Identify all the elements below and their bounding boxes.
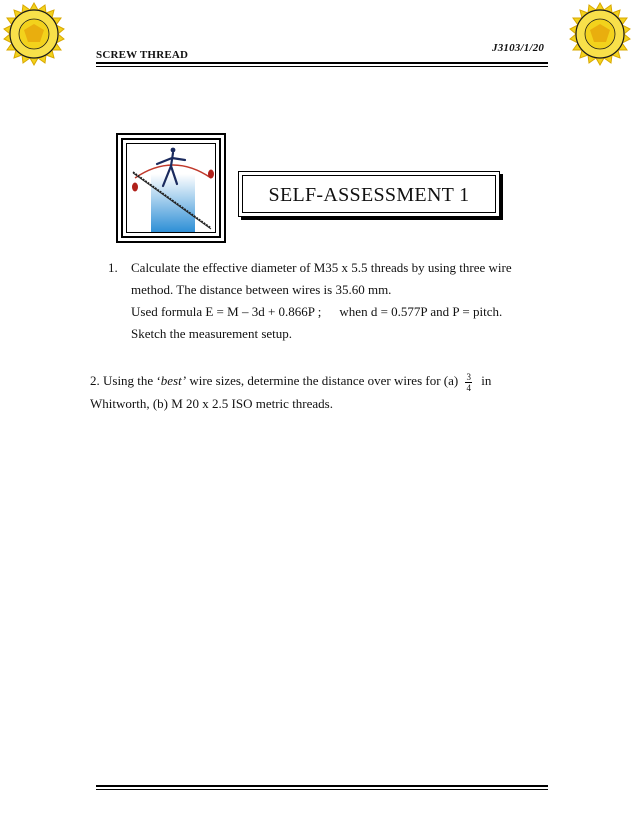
logo-frame-inner	[121, 138, 221, 238]
fraction-numerator: 3	[466, 371, 471, 382]
self-assessment-title: SELF-ASSESSMENT 1	[242, 175, 496, 213]
abbyy-seal-right[interactable]	[568, 2, 632, 66]
fraction-three-quarters	[465, 372, 472, 393]
question-2	[90, 370, 570, 415]
question-2-emphasis: best’	[160, 373, 187, 388]
question-2-middle: wire sizes, determine the distance over wires for (a)	[186, 373, 462, 388]
abbyy-starburst-seal-icon	[568, 2, 632, 66]
question-2-line-2: Whitworth, (b) M 20 x 2.5 ISO metric threads.	[90, 395, 333, 411]
question-2-prefix: 2. Using the ‘	[90, 373, 161, 388]
abbyy-seal-left[interactable]	[2, 2, 66, 66]
question-1	[108, 257, 588, 345]
question-1-line-4: Sketch the measurement setup.	[131, 326, 293, 341]
footer-rule-thin	[96, 789, 548, 790]
question-1-condition: when d = 0.577P and P = pitch.	[339, 304, 503, 319]
footer-rule	[96, 785, 548, 787]
question-1-formula: Used formula E = M – 3d + 0.866P ;	[131, 304, 322, 319]
question-1-number: 1.	[108, 260, 118, 275]
question-2-suffix: in	[477, 373, 492, 388]
question-1-line-1: Calculate the effective diameter of M35 x 5.5 threads by using three wire	[131, 260, 512, 275]
question-1-line-2: method. The distance between wires is 35.60 mm.	[131, 282, 392, 297]
question-1-body	[131, 257, 588, 345]
document-code: J3103/1/20	[492, 42, 545, 54]
abbyy-starburst-seal-icon	[2, 2, 66, 66]
section-title: SCREW THREAD	[96, 49, 189, 61]
header-rule	[96, 62, 548, 64]
question-2-line-1	[90, 370, 570, 393]
balancing-figure-logo-icon	[127, 144, 219, 236]
question-1-formula-row	[131, 301, 588, 323]
logo-frame	[116, 133, 226, 243]
fraction-denominator: 4	[466, 382, 471, 393]
logo-frame-inner-border	[126, 143, 216, 233]
header-rule-thin	[96, 66, 548, 67]
self-assessment-box	[238, 171, 500, 217]
